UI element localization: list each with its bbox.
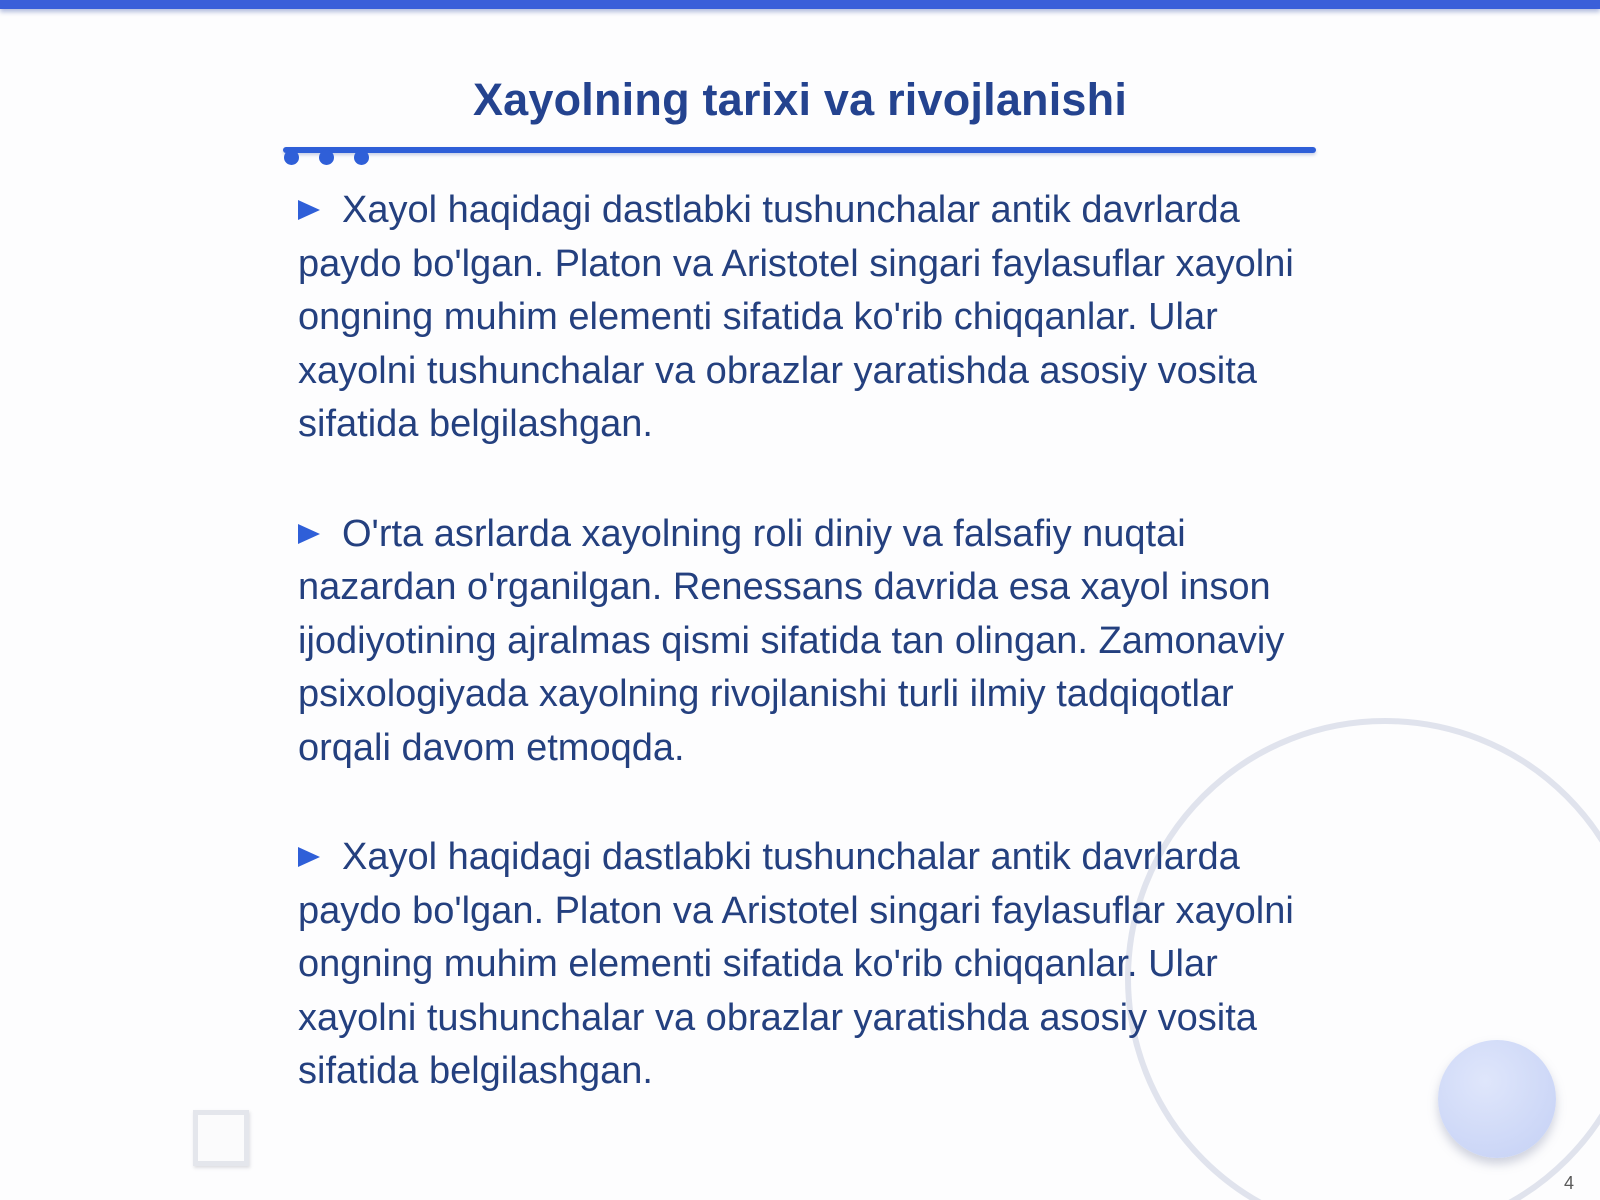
bullet-text-1: Xayol haqidagi dastlabki tushunchalar antik davrlarda paydo bo'lgan. Platon va Aristotel singari faylasuflar xayolni ongning muhim elementi sifatida ko'rib chiqqanlar. Ular xayolni tushunchalar va obrazlar yaratishda asosiy vosita sifatida belgilashgan. [298, 189, 1294, 445]
bullet-item-2 [298, 508, 1298, 776]
bullet-item-1 [298, 184, 1298, 452]
page-number: 4 [1563, 1173, 1574, 1193]
bullet-text-3: Xayol haqidagi dastlabki tushunchalar antik davrlarda paydo bo'lgan. Platon va Aristotel singari faylasuflar xayolni ongning muhim elementi sifatida ko'rib chiqqanlar. Ular xayolni tushunchalar va obrazlar yaratishda asosiy vosita sifatida belgilashgan. [298, 836, 1294, 1092]
slide-title: Xayolning tarixi va rivojlanishi [472, 74, 1128, 125]
title-dot-3 [354, 150, 369, 165]
decorative-square [193, 1110, 249, 1166]
title-underline [283, 147, 1316, 153]
title-dot-1 [284, 150, 299, 165]
triangle-right-icon [298, 847, 320, 867]
bullet-list [298, 184, 1298, 1155]
decorative-circle [1438, 1040, 1556, 1158]
top-accent-bar [0, 0, 1600, 9]
bullet-item-3 [298, 831, 1298, 1099]
triangle-right-icon [298, 524, 320, 544]
triangle-right-icon [298, 200, 320, 220]
title-dot-2 [319, 150, 334, 165]
bullet-text-2: O'rta asrlarda xayolning roli diniy va falsafiy nuqtai nazardan o'rganilgan. Renessans davrida esa xayol inson ijodiyotining ajralmas qismi sifatida tan olingan. Zamonaviy psixologiyada xayolning rivojlanishi turli ilmiy tadqiqotlar orqali davom etmoqda. [298, 512, 1285, 769]
